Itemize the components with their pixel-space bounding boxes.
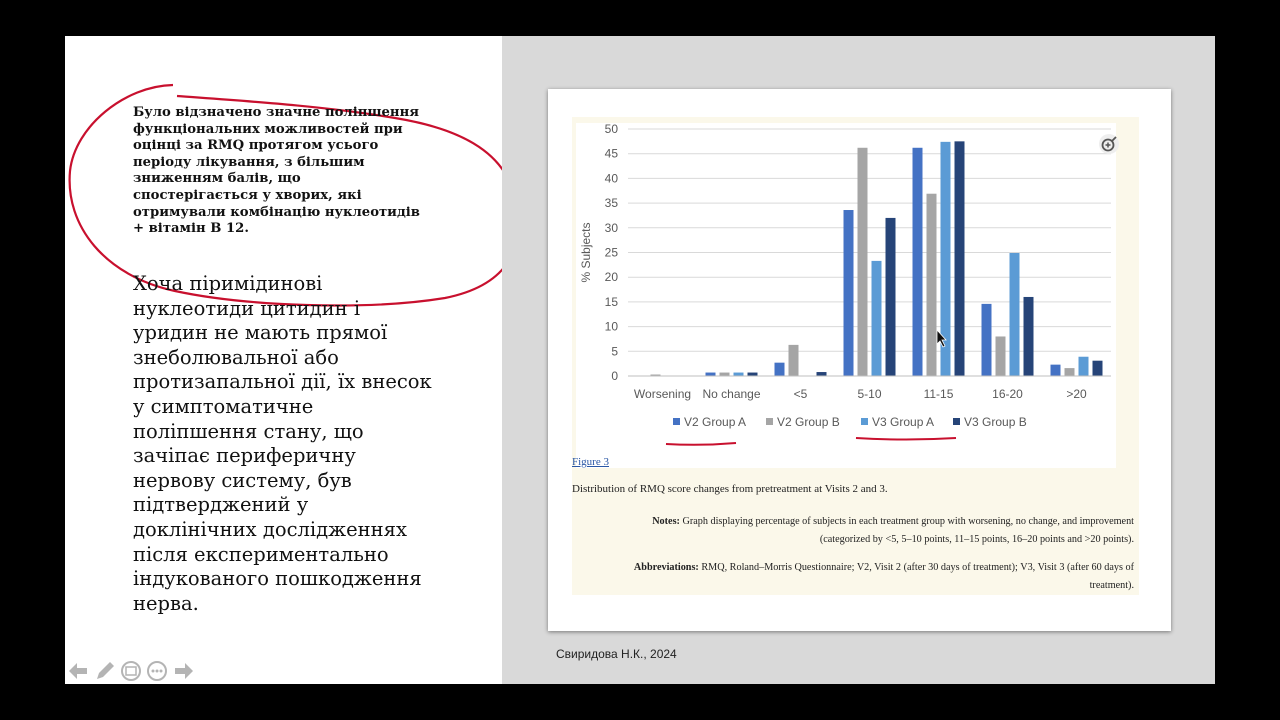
bar [872, 261, 882, 376]
bar [844, 210, 854, 376]
x-tick-label: No change [702, 387, 761, 401]
arrow-right-icon[interactable] [171, 660, 195, 682]
bar [982, 304, 992, 376]
body-line: поліпшення стану, що [133, 419, 364, 443]
abbr-line-2: treatment). [1089, 580, 1134, 591]
y-tick-label: 25 [604, 245, 618, 260]
body-line: нервову систему, був [133, 468, 352, 492]
bar [775, 363, 785, 376]
y-tick-label: 20 [604, 270, 618, 285]
x-tick-label: >20 [1066, 387, 1087, 401]
highlight-line: функціональних можливостей при [133, 121, 403, 137]
bar [955, 141, 965, 376]
slide [65, 36, 1215, 684]
bar [1065, 368, 1075, 376]
slide-figure-panel [502, 36, 1215, 684]
highlight-line: Було відзначено значне поліпшення [133, 105, 419, 120]
figure-link[interactable]: Figure 3 [572, 456, 609, 468]
y-tick-label: 0 [611, 369, 618, 383]
x-tick-label: 11-15 [923, 387, 954, 401]
y-axis-label: % Subjects [579, 222, 593, 283]
body-line: після експериментально [133, 542, 389, 566]
y-tick-label: 45 [604, 146, 618, 161]
body-line: підтверджений у [133, 493, 309, 517]
x-tick-label: 5-10 [857, 387, 882, 401]
y-tick-label: 15 [604, 294, 618, 309]
slideshow-nav [67, 660, 195, 682]
bar [720, 373, 730, 376]
bar [734, 373, 744, 376]
bar [927, 194, 937, 376]
x-tick-label: <5 [793, 387, 808, 401]
legend-label: V3 Group B [964, 415, 1027, 429]
bar [817, 372, 827, 376]
chart-svg [576, 123, 1116, 468]
notes-line-1: Graph displaying percentage of subjects in each treatment group with worsening, no change, and improvement [682, 516, 1134, 527]
body-line: знеболювальної або [133, 345, 339, 369]
highlight-paragraph [133, 105, 463, 238]
y-tick-label: 35 [604, 196, 618, 211]
slides-icon[interactable] [119, 660, 143, 682]
more-icon[interactable] [145, 660, 169, 682]
bar [886, 218, 896, 376]
bar [706, 373, 716, 376]
author-footer: Свиридова Н.К., 2024 [556, 647, 677, 661]
x-tick-label: Worsening [633, 387, 692, 401]
highlight-line: + вітамін B 12. [133, 221, 249, 237]
body-line: зачіпає периферичну [133, 444, 356, 468]
figure-screenshot [572, 117, 1139, 595]
highlight-line: оцінці за RMQ протягом усього [133, 138, 379, 154]
red-underline [856, 438, 956, 440]
body-line: уридин не мають прямої [133, 321, 388, 345]
body-line: нерва. [133, 591, 199, 615]
figure-notes [572, 513, 1134, 549]
bar [913, 148, 923, 376]
bar [996, 336, 1006, 376]
abbr-line-1: RMQ, Roland–Morris Questionnaire; V2, Visit 2 (after 30 days of treatment); V3, Visit 3 (after 60 days of [701, 562, 1134, 573]
zoom-in-icon[interactable] [1098, 133, 1120, 155]
notes-line-2: (categorized by <5, 5–10 points, 11–15 points, 16–20 points and >20 points). [819, 534, 1134, 545]
red-underline [666, 443, 736, 445]
body-line: протизапальної дії, їх внесок [133, 370, 432, 394]
body-line: нуклеотиди цитидин і [133, 296, 361, 320]
bar [748, 373, 758, 376]
y-tick-label: 30 [604, 220, 618, 235]
body-paragraph [133, 272, 463, 616]
legend-swatch [953, 418, 960, 425]
body-line: у симптоматичне [133, 394, 314, 418]
figure-card [548, 89, 1171, 631]
highlight-line: зниженням балів, що [133, 171, 301, 187]
body-line: Хоча піримідинові [133, 272, 323, 295]
bar [1010, 253, 1020, 376]
figure-abbreviations [572, 559, 1134, 595]
figure-caption: Distribution of RMQ score changes from pretreatment at Visits 2 and 3. [572, 483, 888, 495]
legend-swatch [861, 418, 868, 425]
abbr-label: Abbreviations: [633, 562, 699, 573]
body-line: індукованого пошкодження [133, 567, 422, 591]
x-tick-label: 16-20 [992, 387, 1023, 401]
y-tick-label: 40 [604, 171, 618, 186]
body-line: доклінічних дослідженнях [133, 517, 407, 541]
bar [858, 148, 868, 376]
legend-swatch [673, 418, 680, 425]
y-tick-label: 50 [604, 123, 618, 136]
bar [1079, 357, 1089, 376]
bar [1024, 297, 1034, 376]
slide-text-panel [65, 36, 502, 684]
legend-label: V2 Group B [777, 415, 840, 429]
highlight-line: отримували комбінацію нуклеотидів [133, 204, 420, 220]
bar [1051, 365, 1061, 376]
bar [1093, 361, 1103, 376]
highlight-line: спостерігається у хворих, які [133, 187, 362, 203]
pen-icon[interactable] [93, 660, 117, 682]
bar-chart [576, 123, 1116, 468]
notes-label: Notes: [652, 516, 680, 527]
y-tick-label: 10 [604, 319, 618, 334]
highlight-line: періоду лікування, з більшим [133, 154, 365, 170]
legend-label: V2 Group A [684, 415, 747, 429]
legend-swatch [766, 418, 773, 425]
arrow-left-icon[interactable] [67, 660, 91, 682]
bar [789, 345, 799, 376]
y-tick-label: 5 [611, 344, 618, 359]
legend-label: V3 Group A [872, 415, 935, 429]
